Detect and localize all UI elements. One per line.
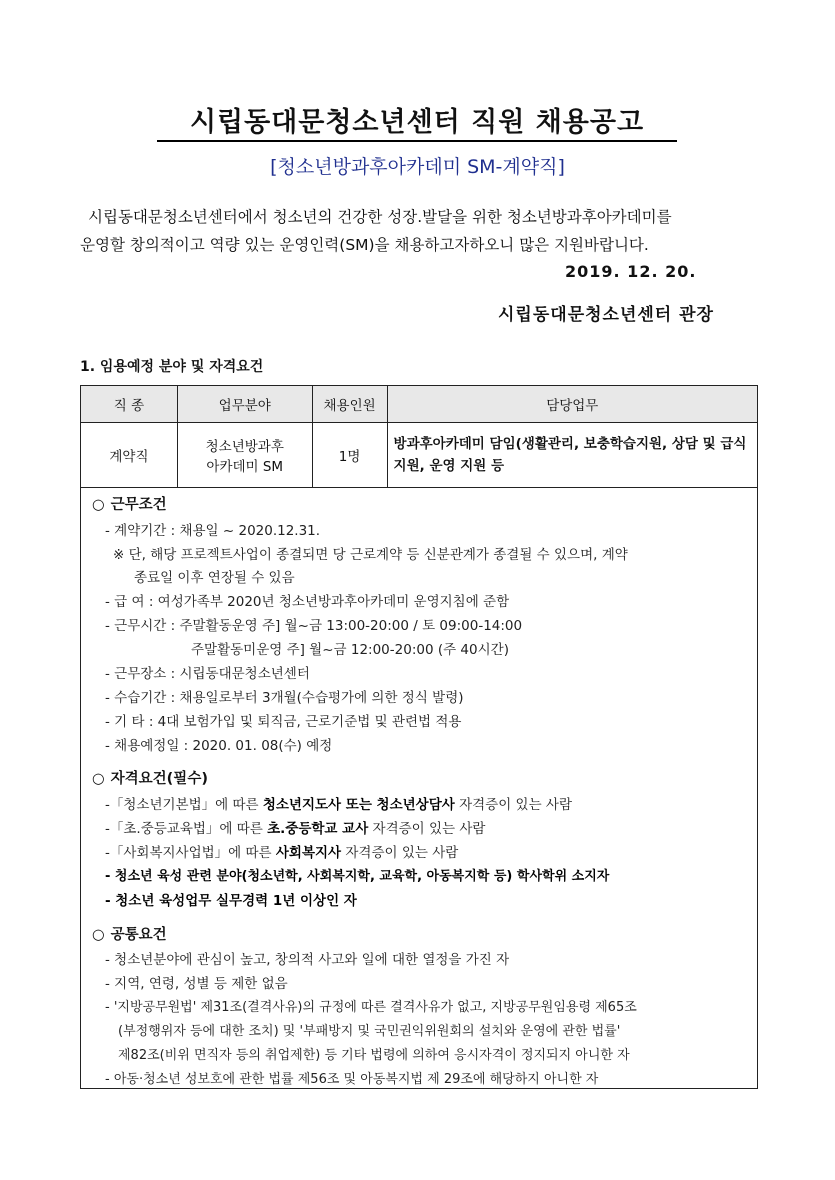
work-line-contract: - 계약기간 : 채용일 ~ 2020.12.31. <box>105 523 321 539</box>
cell-duties: 방과후아카데미 담임(생활관리, 보충학습지원, 상담 및 급식 지원, 운영 지원 등 <box>387 423 757 488</box>
work-conditions-heading <box>92 493 167 514</box>
header-hire-count: 채용인원 <box>312 386 387 423</box>
common-requirements-heading <box>92 923 167 944</box>
qual-line-3 <box>105 841 458 861</box>
circle-bullet-icon: ○ <box>92 927 105 943</box>
intro-line-2: 운영할 창의적이고 역량 있는 운영인력(SM)을 채용하고자하오니 많은 지원바랍니다. <box>80 236 649 254</box>
qual-line-1 <box>105 793 572 813</box>
qualification-heading-text: 자격요건(필수) <box>110 771 208 787</box>
circle-bullet-icon: ○ <box>92 771 105 787</box>
work-line-salary: - 급 여 : 여성가족부 2020년 청소년방과후아카데미 운영지침에 준함 <box>105 594 510 610</box>
intro-line-1: 시립동대문청소년센터에서 청소년의 건강한 성장.발달을 위한 청소년방과후아카데미를 <box>88 208 672 226</box>
header-work-field: 업무분야 <box>177 386 312 423</box>
qual-3-bold: 사회복지사 <box>275 845 342 861</box>
qual-line-5: - 청소년 육성업무 실무경력 1년 이상인 자 <box>105 893 357 909</box>
table-header-row <box>81 386 758 423</box>
intro-paragraph <box>80 203 760 259</box>
work-line-start-date: - 채용예정일 : 2020. 01. 08(수) 예정 <box>105 738 333 754</box>
qualification-heading <box>92 767 208 788</box>
header-duties: 담당업무 <box>387 386 757 423</box>
qual-2-bold: 초.중등학교 교사 <box>267 821 369 837</box>
table-row <box>81 423 758 488</box>
section-heading-1: 1. 임용예정 분야 및 자격요건 <box>80 359 264 375</box>
common-line-1: - 청소년분야에 관심이 높고, 창의적 사고와 일에 대한 열정을 가진 자 <box>105 952 510 968</box>
issuer-signature: 시립동대문청소년센터 관장 <box>498 305 714 325</box>
qual-1-post: 자격증이 있는 사람 <box>454 797 573 813</box>
work-heading-text: 근무조건 <box>110 497 167 513</box>
work-line-note: ※ 단, 해당 프로젝트사업이 종결되면 당 근로계약 등 신분관계가 종결될 수 있으며, 계약 <box>113 547 628 563</box>
cell-work-field <box>177 423 312 488</box>
common-line-4: (부정행위자 등에 대한 조치) 및 '부패방지 및 국민권익위원회의 설치와 운영에 관한 법률' <box>118 1024 621 1039</box>
position-table <box>80 385 758 488</box>
qual-2-pre: -「초.중등교육법」에 따른 <box>105 821 268 837</box>
page-title: 시립동대문청소년센터 직원 채용공고 <box>189 107 645 138</box>
work-field-line-1: 청소년방과후 <box>205 439 284 455</box>
common-line-6: - 아동·청소년 성보호에 관한 법률 제56조 및 아동복지법 제 29조에 해당하지 아니한 자 <box>105 1072 599 1087</box>
work-field-line-2: 아카데미 SM <box>206 459 284 475</box>
header-job-type: 직 종 <box>81 386 178 423</box>
qual-line-2 <box>105 817 485 837</box>
work-line-hours-cont: 주말활동미운영 주] 월~금 12:00-20:00 (주 40시간) <box>191 642 509 658</box>
work-line-location: - 근무장소 : 시립동대문청소년센터 <box>105 666 310 682</box>
qual-line-4: - 청소년 육성 관련 분야(청소년학, 사회복지학, 교육학, 아동복지학 등) 학사학위 소지자 <box>105 869 610 884</box>
work-line-other: - 기 타 : 4대 보험가입 및 퇴직금, 근로기준법 및 관련법 적용 <box>105 714 462 730</box>
title-underline <box>157 140 677 142</box>
cell-job-type: 계약직 <box>81 423 178 488</box>
common-line-3: - '지방공무원법' 제31조(결격사유)의 규정에 따른 결격사유가 없고, 지방공무원임용령 제65조 <box>105 1000 637 1015</box>
circle-bullet-icon: ○ <box>92 497 105 513</box>
qual-1-bold: 청소년지도사 또는 청소년상담사 <box>262 797 455 813</box>
work-line-probation: - 수습기간 : 채용일로부터 3개월(수습평가에 의한 정식 발령) <box>105 690 464 706</box>
work-line-note-cont: 종료일 이후 연장될 수 있음 <box>134 570 295 586</box>
common-line-5: 제82조(비위 면직자 등의 취업제한) 등 기타 법령에 의하여 응시자격이 정지되지 아니한 자 <box>118 1048 630 1063</box>
cell-hire-count: 1명 <box>312 423 387 488</box>
qual-1-pre: -「청소년기본법」에 따른 <box>105 797 263 813</box>
common-heading-text: 공통요건 <box>110 927 167 943</box>
common-line-2: - 지역, 연령, 성별 등 제한 없음 <box>105 976 288 992</box>
qual-2-post: 자격증이 있는 사람 <box>368 821 486 837</box>
work-line-hours: - 근무시간 : 주말활동운영 주] 월~금 13:00-20:00 / 토 09:00-14:00 <box>105 618 523 634</box>
qual-3-pre: -「사회복지사업법」에 따른 <box>105 845 276 861</box>
qual-3-post: 자격증이 있는 사람 <box>341 845 459 861</box>
page-subtitle: [청소년방과후아카데미 SM-계약직] <box>270 156 565 178</box>
notice-date: 2019. 12. 20. <box>565 262 697 281</box>
